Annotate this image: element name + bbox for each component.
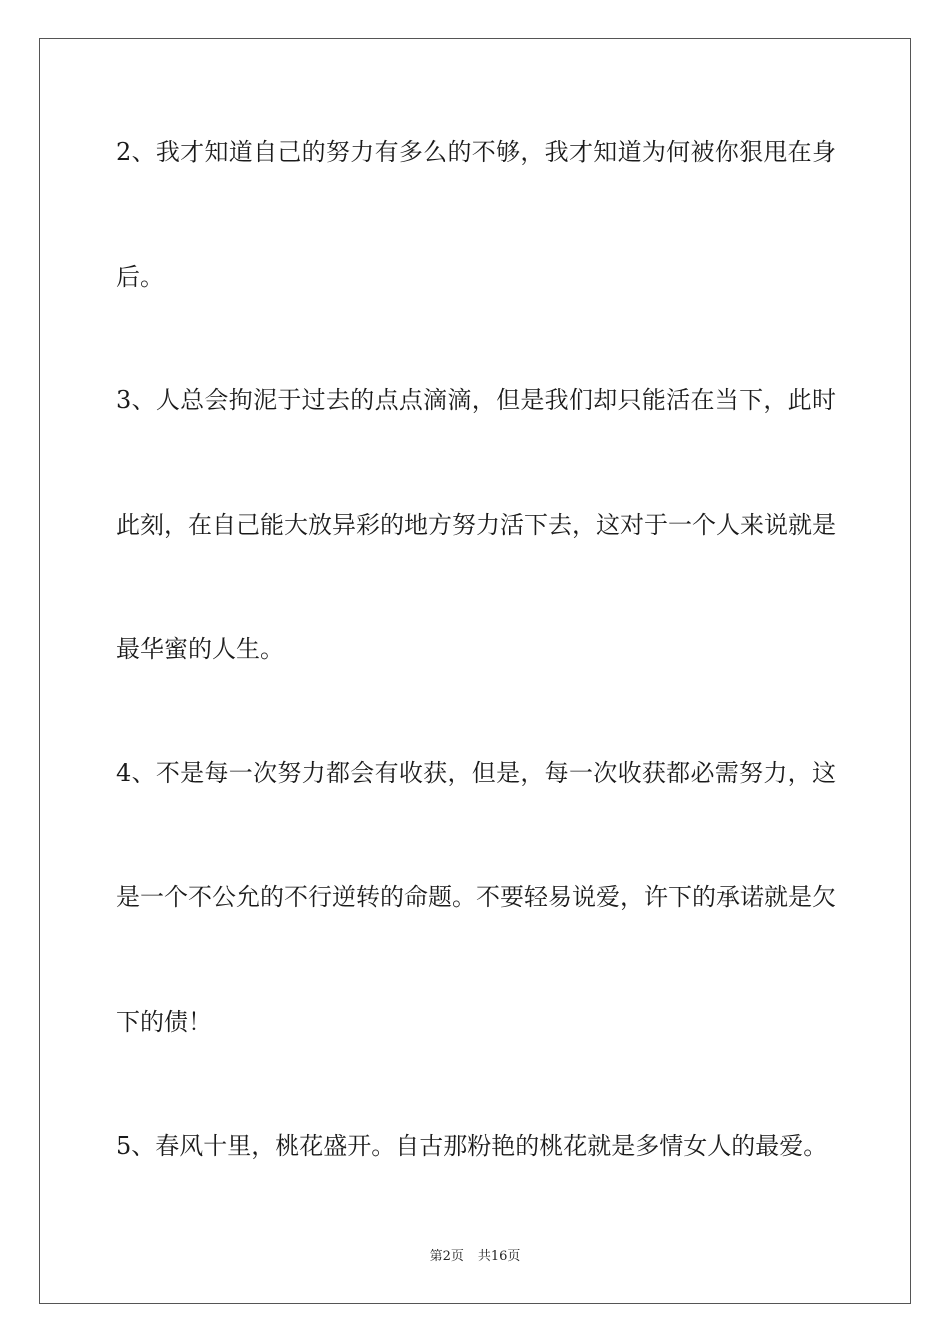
text-line-5: 最华蜜的人生。: [116, 635, 284, 663]
page-number: 第2页: [429, 1249, 464, 1264]
page-total: 共16页: [477, 1249, 521, 1264]
page-footer: [0, 1248, 950, 1266]
text-line-9: 5、春风十里，桃花盛开。自古那粉艳的桃花就是多情女人的最爱。: [116, 1132, 828, 1160]
text-line-7: 是一个不公允的不行逆转的命题。不要轻易说爱，许下的承诺就是欠: [116, 883, 836, 911]
text-line-2: 后。: [116, 263, 164, 291]
text-line-3: 3、人总会拘泥于过去的点点滴滴，但是我们却只能活在当下，此时: [116, 386, 836, 414]
text-line-6: 4、不是每一次努力都会有收获，但是，每一次收获都必需努力，这: [116, 759, 836, 787]
text-line-1: 2、我才知道自己的努力有多么的不够，我才知道为何被你狠甩在身: [116, 138, 836, 166]
page-border: [39, 38, 911, 1304]
text-line-4: 此刻，在自己能大放异彩的地方努力活下去，这对于一个人来说就是: [116, 511, 836, 539]
text-line-8: 下的债！: [116, 1008, 212, 1036]
